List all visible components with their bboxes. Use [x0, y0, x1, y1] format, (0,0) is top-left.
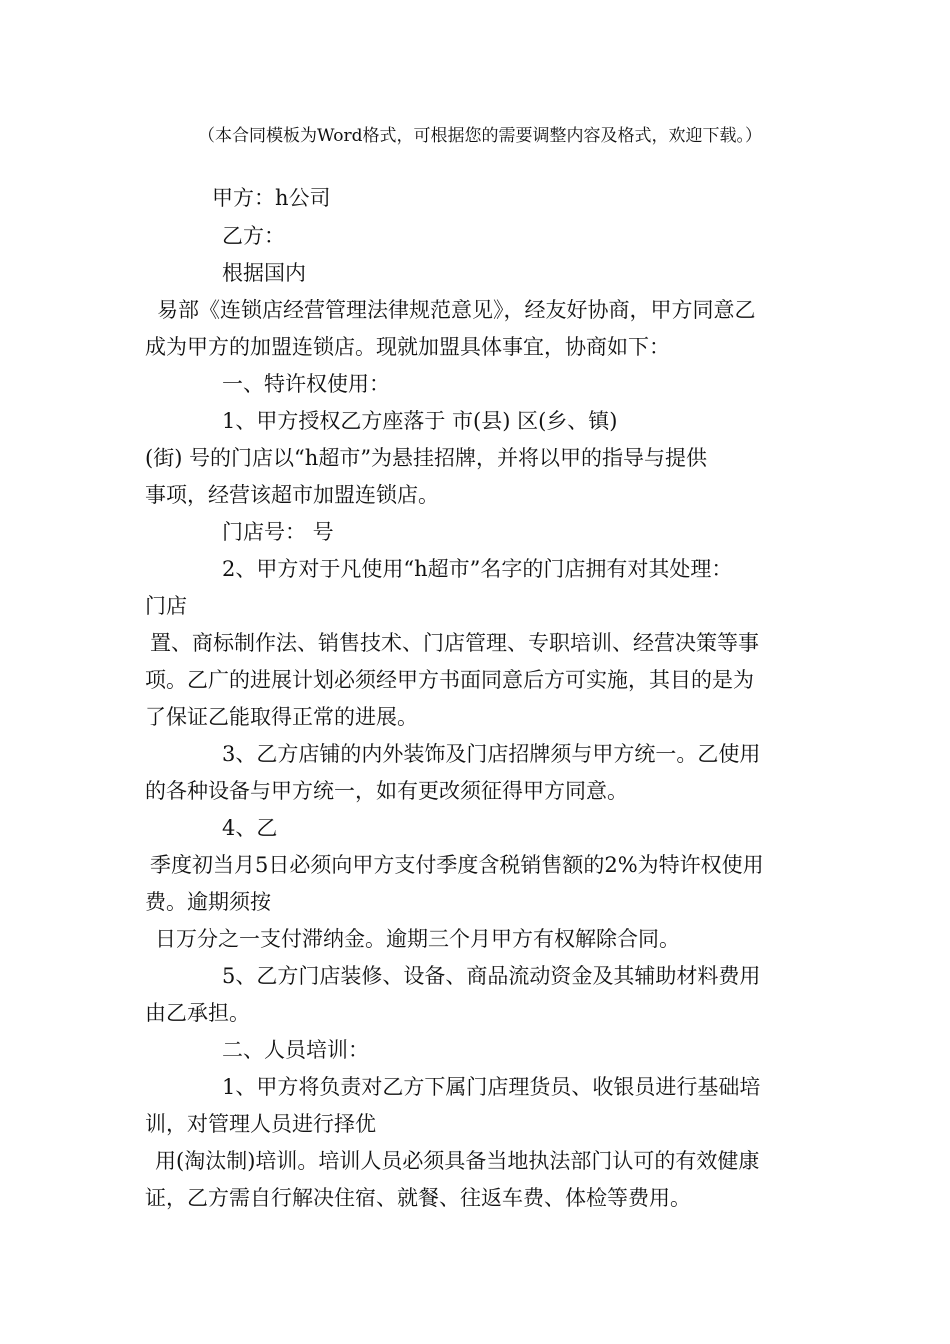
paragraph-line: 5、乙方门店装修、设备、商品流动资金及其辅助材料费用	[222, 964, 761, 988]
paragraph-line: 1、甲方将负责对乙方下属门店理货员、收银员进行基础培	[222, 1075, 761, 1099]
paragraph-line: 3、乙方店铺的内外装饰及门店招牌须与甲方统一。乙使用	[222, 742, 761, 766]
paragraph-line: 事项，经营该超市加盟连锁店。	[145, 483, 439, 507]
paragraph-line: 1、甲方授权乙方座落于 市(县) 区(乡、镇)	[222, 409, 618, 433]
paragraph-line: 季度初当月5日必须向甲方支付季度含税销售额的2%为特许权使用	[150, 853, 764, 877]
paragraph-line: 置、商标制作法、销售技术、门店管理、专职培训、经营决策等事	[150, 631, 759, 655]
section-heading: 二、人员培训：	[222, 1038, 369, 1062]
paragraph-line: 训，对管理人员进行择优	[145, 1112, 376, 1136]
paragraph-line: 门店	[145, 594, 187, 618]
party-a-line: 甲方：h公司	[212, 186, 331, 210]
paragraph-line: 成为甲方的加盟连锁店。现就加盟具体事宜，协商如下：	[145, 335, 670, 359]
paragraph-line: 了保证乙能取得正常的进展。	[145, 705, 418, 729]
paragraph-line: 易部《连锁店经营管理法律规范意见》，经友好协商，甲方同意乙	[157, 298, 756, 322]
paragraph-line: 门店号： 号	[222, 520, 334, 544]
paragraph-line: 由乙承担。	[145, 1001, 250, 1025]
party-b-line: 乙方：	[222, 224, 285, 248]
paragraph-line: 4、乙	[222, 816, 278, 840]
paragraph-line: 根据国内	[222, 261, 306, 285]
section-heading: 一、特许权使用：	[222, 372, 390, 396]
template-note: （本合同模板为Word格式，可根据您的需要调整内容及格式，欢迎下载。）	[197, 126, 763, 146]
paragraph-line: 2、甲方对于凡使用“h超市”名字的门店拥有对其处理：	[222, 557, 733, 581]
paragraph-line: 日万分之一支付滞纳金。逾期三个月甲方有权解除合同。	[155, 927, 680, 951]
paragraph-line: 项。乙广的进展计划必须经甲方书面同意后方可实施，其目的是为	[145, 668, 754, 692]
paragraph-line: 的各种设备与甲方统一，如有更改须征得甲方同意。	[145, 779, 628, 803]
paragraph-line: (街) 号的门店以“h超市”为悬挂招牌，并将以甲的指导与提供	[145, 446, 708, 470]
paragraph-line: 证，乙方需自行解决住宿、就餐、往返车费、体检等费用。	[145, 1186, 691, 1210]
paragraph-line: 用(淘汰制)培训。培训人员必须具备当地执法部门认可的有效健康	[155, 1149, 760, 1173]
paragraph-line: 费。逾期须按	[145, 890, 271, 914]
